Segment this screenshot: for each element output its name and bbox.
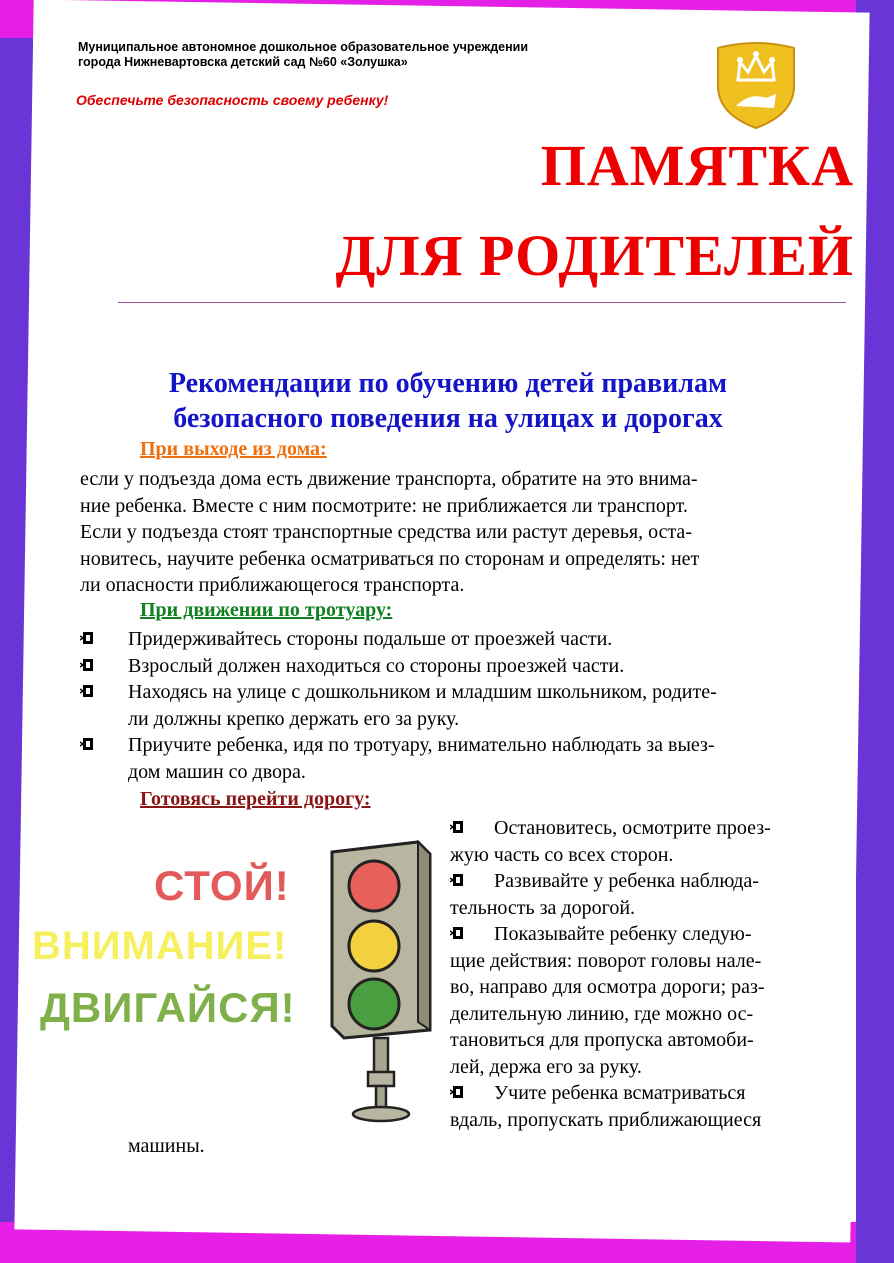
list-item-text: Взрослый должен находиться со стороны проезжей части. bbox=[128, 654, 625, 677]
signal-stop-text: СТОЙ! bbox=[154, 862, 290, 909]
list-item bbox=[450, 868, 830, 921]
heading-sidewalk: При движении по тротуару: bbox=[140, 599, 393, 621]
list-item bbox=[450, 1080, 830, 1133]
list-item bbox=[450, 815, 830, 868]
subtitle-line-1: Рекомендации по обучению детей правилам bbox=[168, 368, 728, 399]
bullet-box-icon bbox=[450, 873, 464, 887]
list-item-text: вдаль, пропускать приближающиеся bbox=[450, 1108, 762, 1131]
divider bbox=[118, 302, 846, 303]
list-item bbox=[80, 679, 820, 732]
list-item-text: Находясь на улице с дошкольником и младшим школьником, родите- bbox=[128, 681, 717, 703]
paragraph-line: Если у подъезда стоят транспортные средства или растут деревья, оста- bbox=[80, 521, 692, 543]
paragraph-line: ли опасности приближающегося транспорта. bbox=[80, 574, 465, 596]
list-item bbox=[80, 732, 820, 785]
paragraph-line: новитесь, научите ребенка осматриваться по сторонам и определять: нет bbox=[80, 547, 700, 570]
heading-crossing: Готовясь перейти дорогу: bbox=[140, 788, 371, 810]
traffic-light-illustration bbox=[318, 834, 438, 1124]
leaving-home-paragraph bbox=[80, 466, 828, 599]
organization-name bbox=[78, 40, 638, 70]
list-item bbox=[450, 921, 830, 1080]
sidewalk-list bbox=[80, 626, 820, 785]
bullet-box-icon bbox=[450, 1085, 464, 1099]
list-item-text: тельность за дорогой. bbox=[450, 896, 636, 919]
list-item-text: лей, держа его за руку. bbox=[450, 1055, 642, 1078]
list-item-text: во, направо для осмотра дороги; раз- bbox=[450, 976, 765, 998]
list-item-text: Остановитесь, осмотрите проез- bbox=[494, 817, 771, 839]
list-item-text: дом машин со двора. bbox=[128, 760, 306, 783]
bullet-box-icon bbox=[80, 684, 94, 698]
title-line-1: ПАМЯТКА bbox=[540, 133, 854, 198]
bullet-box-icon bbox=[450, 926, 464, 940]
list-item-text: Показывайте ребенку следую- bbox=[494, 923, 752, 945]
crossing-tail-text: машины. bbox=[128, 1135, 205, 1157]
list-item-text: тановиться для пропуска автомоби- bbox=[450, 1029, 754, 1051]
heading-leaving-home: При выходе из дома: bbox=[140, 438, 327, 460]
bullet-box-icon bbox=[80, 737, 94, 751]
list-item-text: делительную линию, где можно ос- bbox=[450, 1002, 754, 1025]
title-line-2: ДЛЯ РОДИТЕЛЕЙ bbox=[335, 223, 854, 288]
list-item bbox=[80, 653, 820, 680]
list-item-text: Учите ребенка всматриваться bbox=[494, 1082, 746, 1104]
list-item-text: жую часть со всех сторон. bbox=[450, 843, 674, 866]
bullet-box-icon bbox=[450, 820, 464, 834]
paragraph-line: ние ребенка. Вместе с ним посмотрите: не приближается ли транспорт. bbox=[80, 494, 688, 517]
org-line-2: города Нижневартовска детский сад №60 «Золушка» bbox=[78, 55, 408, 69]
org-line-1: Муниципальное автономное дошкольное образовательное учреждении bbox=[78, 40, 528, 54]
signal-go-text: ДВИГАЙСЯ! bbox=[40, 984, 296, 1031]
list-item-text: Развивайте у ребенка наблюда- bbox=[494, 870, 759, 892]
paragraph-line: если у подъезда дома есть движение транспорта, обратите на это внима- bbox=[80, 468, 698, 490]
crossing-list bbox=[450, 815, 830, 1133]
list-item-text: Придерживайтесь стороны подальше от проезжей части. bbox=[128, 628, 613, 650]
list-item-text: щие действия: поворот головы нале- bbox=[450, 949, 762, 972]
slogan: Обеспечьте безопасность своему ребенку! bbox=[76, 92, 389, 108]
signal-attention-text: ВНИМАНИЕ! bbox=[32, 924, 288, 968]
subtitle bbox=[60, 366, 836, 436]
list-item-text: ли должны крепко держать его за руку. bbox=[128, 707, 460, 730]
bullet-box-icon bbox=[80, 658, 94, 672]
list-item-text: Приучите ребенка, идя по тротуару, внимательно наблюдать за выез- bbox=[128, 734, 715, 756]
list-item bbox=[80, 626, 820, 653]
bullet-box-icon bbox=[80, 631, 94, 645]
subtitle-line-2: безопасного поведения на улицах и дорогах bbox=[173, 403, 723, 434]
crown-shoe-crest-icon bbox=[710, 40, 802, 132]
